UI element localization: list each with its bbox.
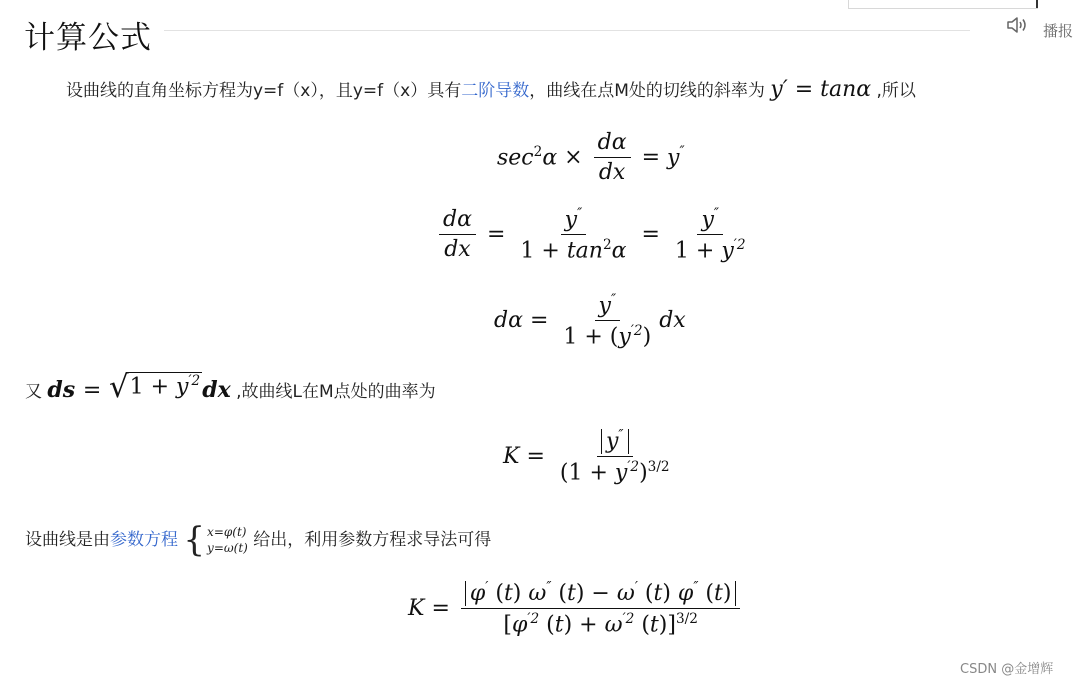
parametric-system: { x=φ(t) y=ω(t) bbox=[183, 520, 248, 560]
paragraph-parametric bbox=[25, 520, 492, 560]
slope-formula: y′ = tanα bbox=[770, 77, 872, 102]
param-text-start: 设曲线是由 bbox=[25, 530, 110, 550]
csdn-watermark: CSDN @金增辉 bbox=[960, 662, 1054, 677]
top-box-edge bbox=[1036, 0, 1038, 8]
paragraph-intro bbox=[66, 76, 916, 102]
play-audio-button[interactable]: 播报 bbox=[1043, 22, 1074, 40]
link-parametric-equation[interactable]: 参数方程 bbox=[110, 530, 178, 550]
param-text-end: 给出，利用参数方程求导法可得 bbox=[253, 530, 492, 550]
equation-parametric-curvature: K = $\frac{\varphi' (t) \omega'' (t) - \omega' (t) \varphi'' (t)}{[\varphi^{'2} (t) + \omega^{'2} (t)]^{3/2}}$ bbox=[408, 580, 744, 638]
top-search-box[interactable] bbox=[848, 0, 1038, 9]
title-divider bbox=[164, 30, 970, 31]
link-second-derivative[interactable]: 二阶导数 bbox=[461, 81, 530, 101]
equation-3: dα = $\frac{y''}{1 + (y^{'2})}$ dx bbox=[494, 292, 686, 350]
equation-1: $\sec^2\alpha$ × $\frac{d\alpha}{dx}$ = y″ bbox=[497, 130, 685, 185]
arc-length-formula: ds = √ $1 + y^{'2}$ dx bbox=[47, 369, 231, 405]
section-title: 计算公式 bbox=[24, 20, 152, 56]
system-row-x: x=φ(t) bbox=[207, 524, 247, 539]
intro-text-end: ,所以 bbox=[876, 81, 916, 101]
intro-text-2: ，曲线在点M处的切线的斜率为 bbox=[529, 81, 765, 101]
arc-text-start: 又 bbox=[25, 382, 42, 402]
paragraph-arc-length bbox=[25, 369, 436, 405]
equation-curvature: K = $\frac{y''}{(1 + y^{'2})^{3/2}}$ bbox=[503, 428, 670, 486]
equation-2: $\frac{d\alpha}{dx}$ = $\frac{y''}{1 + \tan^2\alpha}$ = $\frac{y''}{1 + y^{'2}}$ bbox=[435, 206, 754, 264]
intro-text: 设曲线的直角坐标方程为y=f（x），且y=f（x）具有 bbox=[66, 81, 462, 101]
system-row-y: y=ω(t) bbox=[207, 541, 248, 555]
speaker-icon[interactable] bbox=[1006, 16, 1028, 34]
arc-text-end: ,故曲线L在M点处的曲率为 bbox=[236, 382, 436, 402]
